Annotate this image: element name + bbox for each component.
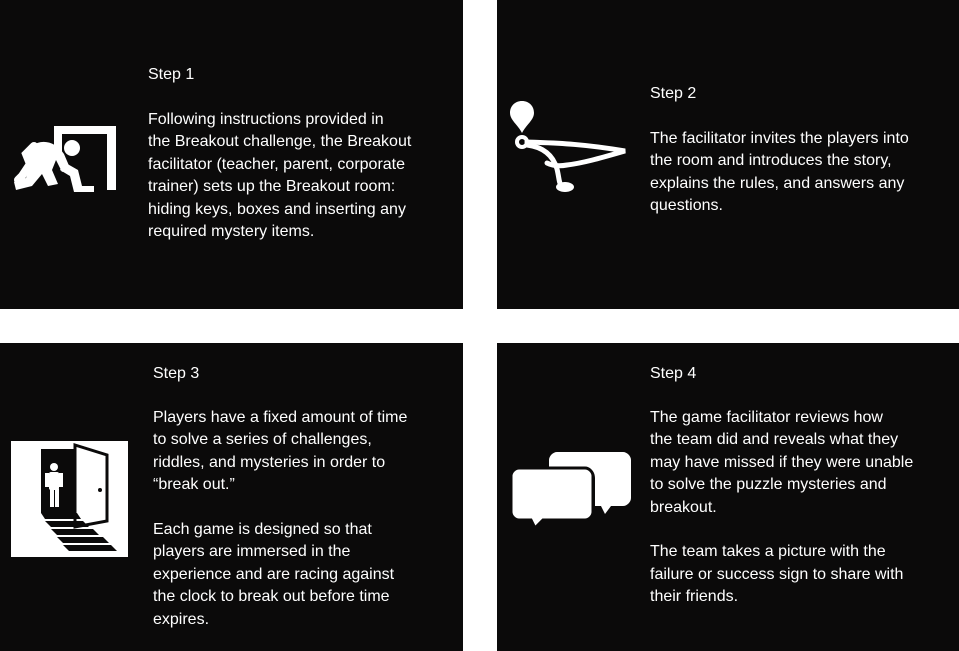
step-description: Following instructions provided in the Breakout challenge, the Breakout facilitator (teacher, parent, corporate trainer) sets up the Breakout room: hiding keys, boxes and inserting any required mystery items.: [148, 111, 412, 241]
step-description: The game facilitator reviews how the team did and reveals what they may have missed if they were unable to solve the puzzle mysteries and breakout. The team takes a picture with the failure or success sign to share with their friends.: [650, 409, 914, 606]
step-title: Step 3: [153, 365, 200, 382]
step-3-card: [0, 343, 463, 651]
step-title: Step 2: [650, 85, 697, 102]
step-title: Step 4: [650, 365, 697, 382]
step-description: Players have a fixed amount of time to solve a series of challenges, riddles, and mysteries in order to “break out.” Each game is designed so that players are immersed in the experience and are racing against the clock to break out before time expires.: [153, 409, 408, 628]
step-title: Step 1: [148, 66, 195, 83]
step-4-card: [497, 343, 959, 651]
map-path-pin-icon: [509, 99, 631, 195]
person-exiting-door-icon: [11, 441, 128, 557]
step-2-card: [497, 0, 959, 309]
crawling-through-doorway-icon: [12, 124, 118, 192]
speech-bubbles-icon: [511, 450, 633, 530]
step-description: The facilitator invites the players into the room and introduces the story, explains the rules, and answers any questions.: [650, 130, 909, 215]
step-1-card: [0, 0, 463, 309]
